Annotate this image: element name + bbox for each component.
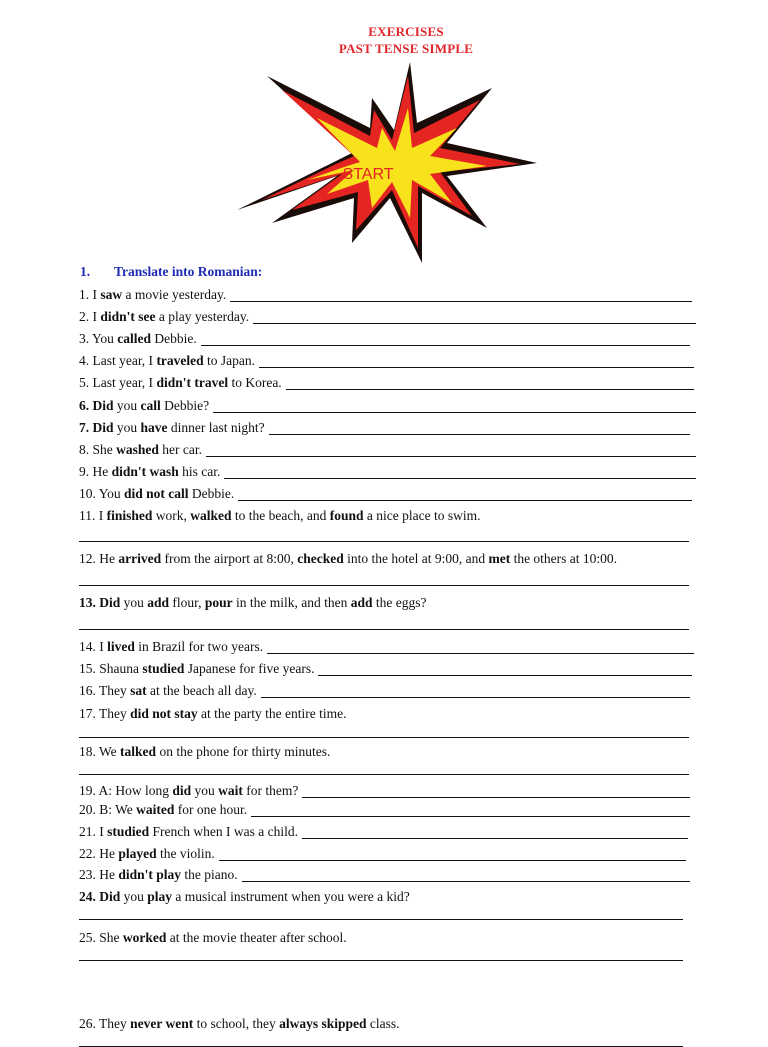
exercise-sentence: 21. I studied French when I was a child. (79, 824, 298, 839)
answer-blank[interactable] (238, 488, 692, 501)
exercise-item (79, 929, 347, 945)
answer-blank[interactable] (261, 685, 690, 698)
exercise-item (79, 801, 690, 817)
exercise-sentence: 16. They sat at the beach all day. (79, 683, 257, 698)
section-number: 1. (80, 264, 91, 279)
answer-blank[interactable] (219, 848, 686, 861)
answer-blank[interactable] (206, 444, 696, 457)
answer-blank[interactable] (242, 869, 690, 882)
section-instruction: Translate into Romanian: (114, 264, 263, 279)
exercise-item (79, 308, 696, 324)
answer-line[interactable] (79, 541, 689, 542)
exercise-item (79, 463, 696, 479)
exercise-item (79, 660, 692, 676)
exercise-item (79, 507, 481, 523)
exercise-item (79, 682, 690, 698)
exercise-sentence: 25. She worked at the movie theater after school. (79, 930, 347, 945)
exercise-sentence: 18. We talked on the phone for thirty minutes. (79, 744, 331, 759)
exercise-sentence: 20. B: We waited for one hour. (79, 802, 248, 817)
exercise-sentence: 10. You did not call Debbie. (79, 486, 235, 501)
answer-blank[interactable] (302, 785, 690, 798)
exercise-item (79, 330, 690, 346)
answer-blank[interactable] (213, 400, 696, 413)
answer-line[interactable] (79, 585, 689, 586)
exercise-item (79, 374, 694, 390)
exercise-sentence: 14. I lived in Brazil for two years. (79, 639, 264, 654)
burst-label: START (342, 166, 394, 183)
exercise-sentence: 7. Did you have dinner last night? (79, 420, 265, 435)
answer-blank[interactable] (224, 466, 696, 479)
answer-blank[interactable] (253, 311, 696, 324)
answer-line[interactable] (79, 774, 689, 775)
exercise-sentence: 8. She washed her car. (79, 442, 202, 457)
exercise-item (79, 286, 692, 302)
exercise-item (79, 888, 410, 904)
exercise-sentence: 4. Last year, I traveled to Japan. (79, 353, 256, 368)
exercise-sentence: 26. They never went to school, they always skipped class. (79, 1016, 400, 1031)
exercise-item (79, 550, 617, 566)
answer-blank[interactable] (302, 826, 688, 839)
answer-line[interactable] (79, 737, 689, 738)
exercise-item (79, 419, 690, 435)
exercise-sentence: 17. They did not stay at the party the entire time. (79, 706, 347, 721)
answer-blank[interactable] (267, 641, 694, 654)
exercise-item (79, 485, 692, 501)
answer-line[interactable] (79, 629, 689, 630)
answer-line[interactable] (79, 960, 683, 961)
exercise-item (79, 594, 427, 610)
answer-blank[interactable] (230, 289, 692, 302)
exercise-sentence: 11. I finished work, walked to the beach, and found a nice place to swim. (79, 508, 481, 523)
exercise-item (79, 638, 694, 654)
exercise-sentence: 19. A: How long did you wait for them? (79, 783, 299, 798)
exercise-sentence: 15. Shauna studied Japanese for five years. (79, 661, 315, 676)
exercise-sentence: 6. Did you call Debbie? (79, 398, 210, 413)
exercise-item (79, 845, 686, 861)
exercise-item (79, 352, 694, 368)
start-burst-icon (232, 58, 542, 268)
answer-blank[interactable] (318, 663, 692, 676)
answer-blank[interactable] (201, 333, 690, 346)
answer-blank[interactable] (286, 377, 694, 390)
section-heading (80, 264, 262, 280)
worksheet-subtitle: PAST TENSE SIMPLE (338, 41, 474, 56)
exercise-item (79, 866, 690, 882)
exercise-item (79, 743, 330, 759)
answer-blank[interactable] (259, 355, 694, 368)
worksheet-title: EXERCISES (368, 24, 444, 39)
exercise-sentence: 9. He didn't wash his car. (79, 464, 221, 479)
exercise-sentence: 13. Did you add flour, pour in the milk, and then add the eggs? (79, 595, 427, 610)
answer-line[interactable] (79, 919, 683, 920)
exercise-sentence: 24. Did you play a musical instrument when you were a kid? (79, 889, 410, 904)
exercise-sentence: 2. I didn't see a play yesterday. (79, 309, 250, 324)
exercise-item (79, 397, 696, 413)
exercise-sentence: 1. I saw a movie yesterday. (79, 287, 227, 302)
exercise-item (79, 441, 696, 457)
exercise-sentence: 12. He arrived from the airport at 8:00, checked into the hotel at 9:00, and met the others at 10:00. (79, 551, 618, 566)
exercise-sentence: 23. He didn't play the piano. (79, 867, 238, 882)
exercise-sentence: 3. You called Debbie. (79, 331, 197, 346)
answer-blank[interactable] (269, 422, 690, 435)
exercise-item (79, 823, 688, 839)
exercise-sentence: 5. Last year, I didn't travel to Korea. (79, 375, 282, 390)
exercise-item (79, 782, 690, 798)
exercise-item (79, 1015, 400, 1031)
exercise-item (79, 705, 346, 721)
exercise-sentence: 22. He played the violin. (79, 846, 215, 861)
answer-blank[interactable] (251, 804, 690, 817)
